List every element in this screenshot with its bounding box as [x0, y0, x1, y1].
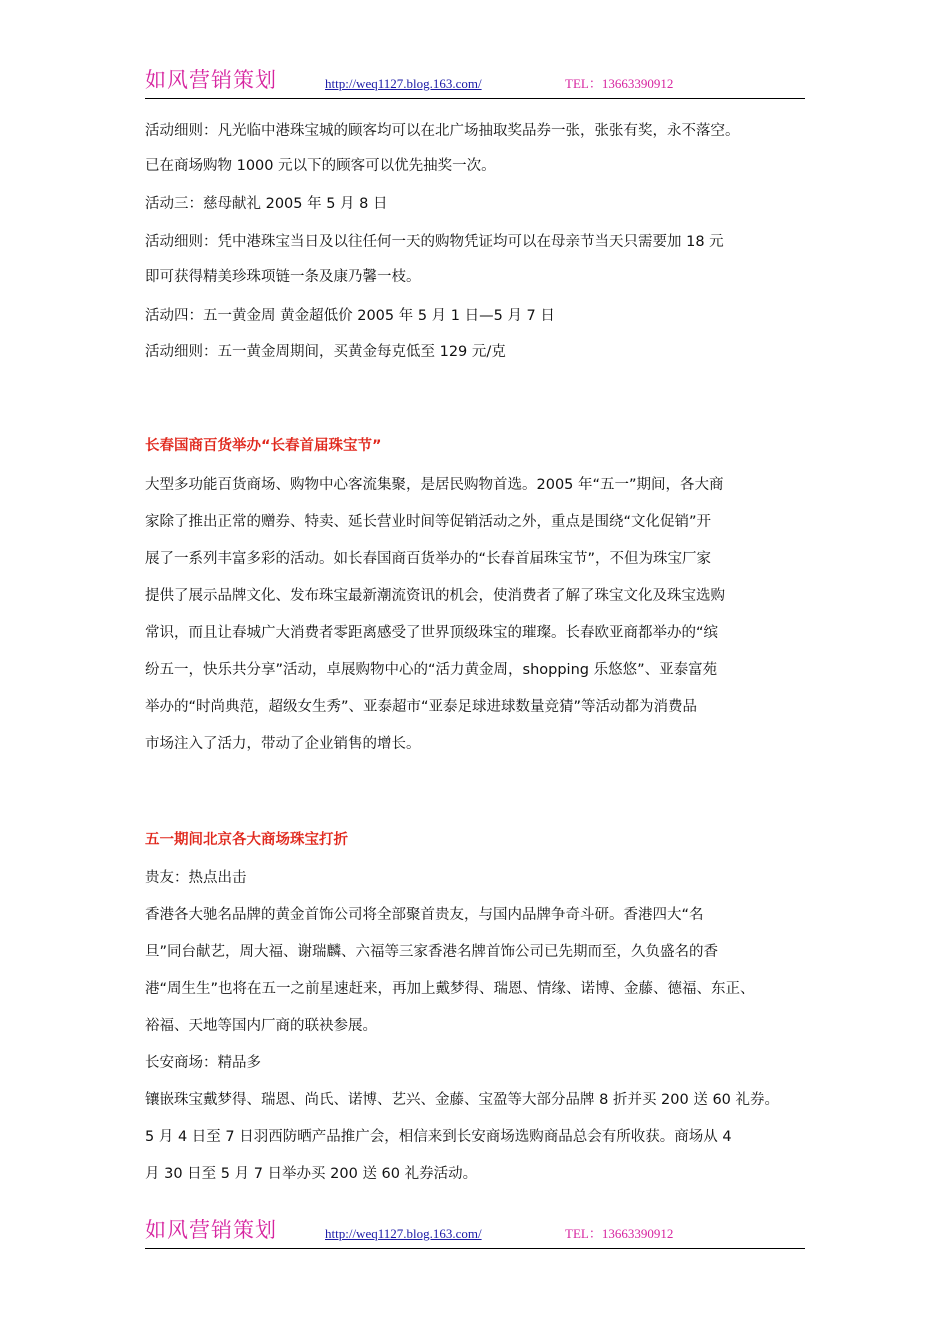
paragraph-line: 贵友：热点出击	[145, 870, 247, 886]
paragraph-line: 港“周生生”也将在五一之前星速赶来，再加上戴梦得、瑞恩、情缘、诺博、金藤、德福、东正、	[145, 981, 755, 997]
paragraph-line: 旦”同台献艺，周大福、谢瑞麟、六福等三家香港名牌首饰公司已先期而至，久负盛名的香	[145, 944, 719, 960]
paragraph-line: 香港各大驰名品牌的黄金首饰公司将全部聚首贵友，与国内品牌争奇斗研。香港四大“名	[145, 907, 704, 923]
paragraph-line: 大型多功能百货商场、购物中心客流集聚，是居民购物首选。2005 年“五一”期间，各大商	[145, 477, 724, 493]
paragraph-line: 常识，而且让春城广大消费者零距离感受了世界顶级珠宝的璀璨。长春欧亚商都举办的“缤	[145, 625, 719, 641]
paragraph-line: 举办的“时尚典范，超级女生秀”、亚泰超市“亚泰足球进球数量竞猜”等活动都为消费品	[145, 699, 698, 715]
paragraph-line: 长安商场：精品多	[145, 1055, 261, 1071]
paragraph-line: 活动四：五一黄金周 黄金超低价 2005 年 5 月 1 日—5 月 7 日	[145, 308, 555, 324]
paragraph-line: 5 月 4 日至 7 日羽西防晒产品推广会，相信来到长安商场选购商品总会有所收获。商场从 4	[145, 1129, 732, 1145]
paragraph-line: 镶嵌珠宝戴梦得、瑞恩、尚氏、诺博、艺兴、金藤、宝盈等大部分品牌 8 折并买 200 送 60 礼券。	[145, 1092, 780, 1108]
paragraph-line: 月 30 日至 5 月 7 日举办买 200 送 60 礼券活动。	[145, 1166, 478, 1182]
paragraph-line: 即可获得精美珍珠项链一条及康乃馨一枝。	[145, 269, 421, 285]
paragraph-line: 纷五一，快乐共分享”活动，卓展购物中心的“活力黄金周，shopping 乐悠悠”、亚泰富苑	[145, 662, 718, 678]
header-url-link[interactable]: http://weq1127.blog.163.com/	[325, 76, 482, 91]
section-heading: 五一期间北京各大商场珠宝打折	[145, 832, 348, 848]
page-header	[145, 68, 805, 99]
paragraph-line: 裕福、天地等国内厂商的联袂参展。	[145, 1018, 377, 1034]
paragraph-line: 活动三：慈母献礼 2005 年 5 月 8 日	[145, 196, 388, 212]
paragraph-line: 已在商场购物 1000 元以下的顾客可以优先抽奖一次。	[145, 158, 496, 174]
paragraph-line: 活动细则：凡光临中港珠宝城的顾客均可以在北广场抽取奖品券一张，张张有奖，永不落空。	[145, 123, 740, 139]
header-tel: TEL：13663390912	[565, 76, 674, 91]
paragraph-line: 家除了推出正常的赠券、特卖、延长营业时间等促销活动之外，重点是围绕“文化促销”开	[145, 514, 712, 530]
paragraph-line: 活动细则：凭中港珠宝当日及以往任何一天的购物凭证均可以在母亲节当天只需要加 18 元	[145, 234, 724, 250]
footer-url-link[interactable]: http://weq1127.blog.163.com/	[325, 1226, 482, 1241]
paragraph-line: 展了一系列丰富多彩的活动。如长春国商百货举办的“长春首届珠宝节”，不但为珠宝厂家	[145, 551, 712, 567]
footer-brand: 如风营销策划	[145, 1218, 277, 1242]
paragraph-line: 活动细则：五一黄金周期间，买黄金每克低至 129 元/克	[145, 344, 506, 360]
footer-tel: TEL：13663390912	[565, 1226, 674, 1241]
paragraph-line: 提供了展示品牌文化、发布珠宝最新潮流资讯的机会，使消费者了解了珠宝文化及珠宝选购	[145, 588, 725, 604]
section-heading: 长春国商百货举办“长春首届珠宝节”	[145, 438, 382, 454]
header-brand: 如风营销策划	[145, 68, 277, 92]
page-footer	[145, 1218, 805, 1249]
paragraph-line: 市场注入了活力，带动了企业销售的增长。	[145, 736, 421, 752]
